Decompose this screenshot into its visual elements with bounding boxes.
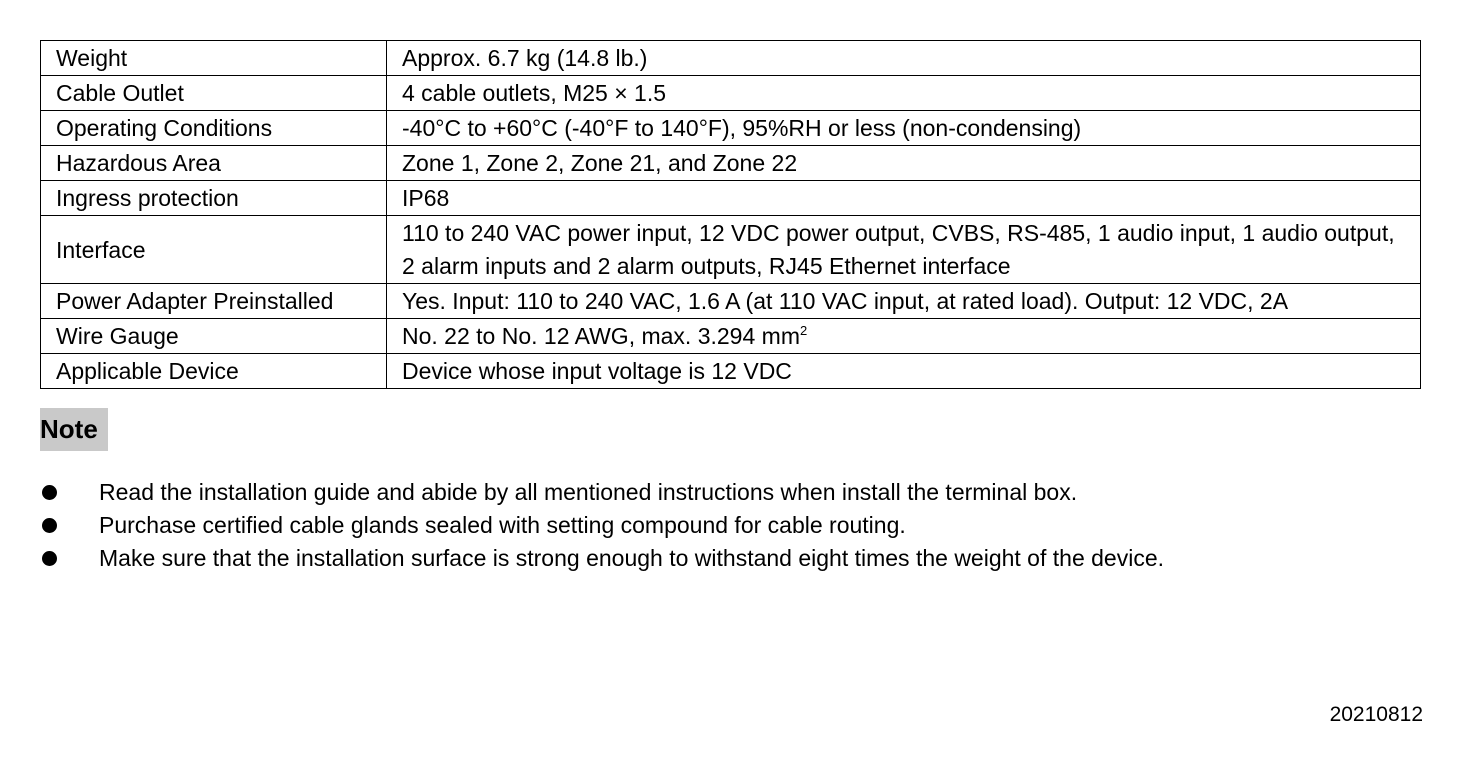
note-text: Purchase certified cable glands sealed with setting compound for cable routing.	[99, 512, 906, 538]
spec-label: Wire Gauge	[41, 319, 387, 354]
spec-label: Cable Outlet	[41, 76, 387, 111]
table-row	[41, 76, 1421, 111]
note-heading: Note	[40, 408, 108, 451]
table-row	[41, 181, 1421, 216]
table-row	[41, 354, 1421, 389]
table-row	[41, 111, 1421, 146]
spec-label: Applicable Device	[41, 354, 387, 389]
spec-value: IP68	[387, 181, 1421, 216]
document-code: 20210812	[1329, 703, 1423, 726]
spec-value: Approx. 6.7 kg (14.8 lb.)	[387, 41, 1421, 76]
list-item	[40, 542, 1164, 575]
note-text: Make sure that the installation surface is strong enough to withstand eight times the weight of the device.	[99, 545, 1164, 571]
spec-label: Ingress protection	[41, 181, 387, 216]
spec-label: Operating Conditions	[41, 111, 387, 146]
bullet-icon	[42, 551, 57, 566]
spec-value	[387, 319, 1421, 354]
spec-value: Device whose input voltage is 12 VDC	[387, 354, 1421, 389]
spec-value: 110 to 240 VAC power input, 12 VDC power output, CVBS, RS-485, 1 audio input, 1 audio output, 2 alarm inputs and 2 alarm outputs, RJ45 Ethernet interface	[387, 216, 1421, 284]
list-item	[40, 476, 1164, 509]
spec-label: Interface	[41, 216, 387, 284]
spec-value-text: No. 22 to No. 12 AWG, max. 3.294 mm	[402, 323, 800, 349]
table-row	[41, 146, 1421, 181]
spec-value: Yes. Input: 110 to 240 VAC, 1.6 A (at 110 VAC input, at rated load). Output: 12 VDC, 2A	[387, 284, 1421, 319]
superscript: 2	[799, 323, 808, 338]
bullet-icon	[42, 518, 57, 533]
bullet-icon	[42, 485, 57, 500]
table-row	[41, 41, 1421, 76]
spec-label: Power Adapter Preinstalled	[41, 284, 387, 319]
table-row	[41, 319, 1421, 354]
spec-value: Zone 1, Zone 2, Zone 21, and Zone 22	[387, 146, 1421, 181]
table-row	[41, 284, 1421, 319]
table-row	[41, 216, 1421, 284]
spec-label: Weight	[41, 41, 387, 76]
note-text: Read the installation guide and abide by all mentioned instructions when install the terminal box.	[99, 479, 1078, 505]
spec-label: Hazardous Area	[41, 146, 387, 181]
list-item	[40, 509, 1164, 542]
spec-value: -40°C to +60°C (-40°F to 140°F), 95%RH or less (non-condensing)	[387, 111, 1421, 146]
spec-value: 4 cable outlets, M25 × 1.5	[387, 76, 1421, 111]
note-list	[40, 476, 1164, 575]
spec-table	[40, 40, 1421, 389]
